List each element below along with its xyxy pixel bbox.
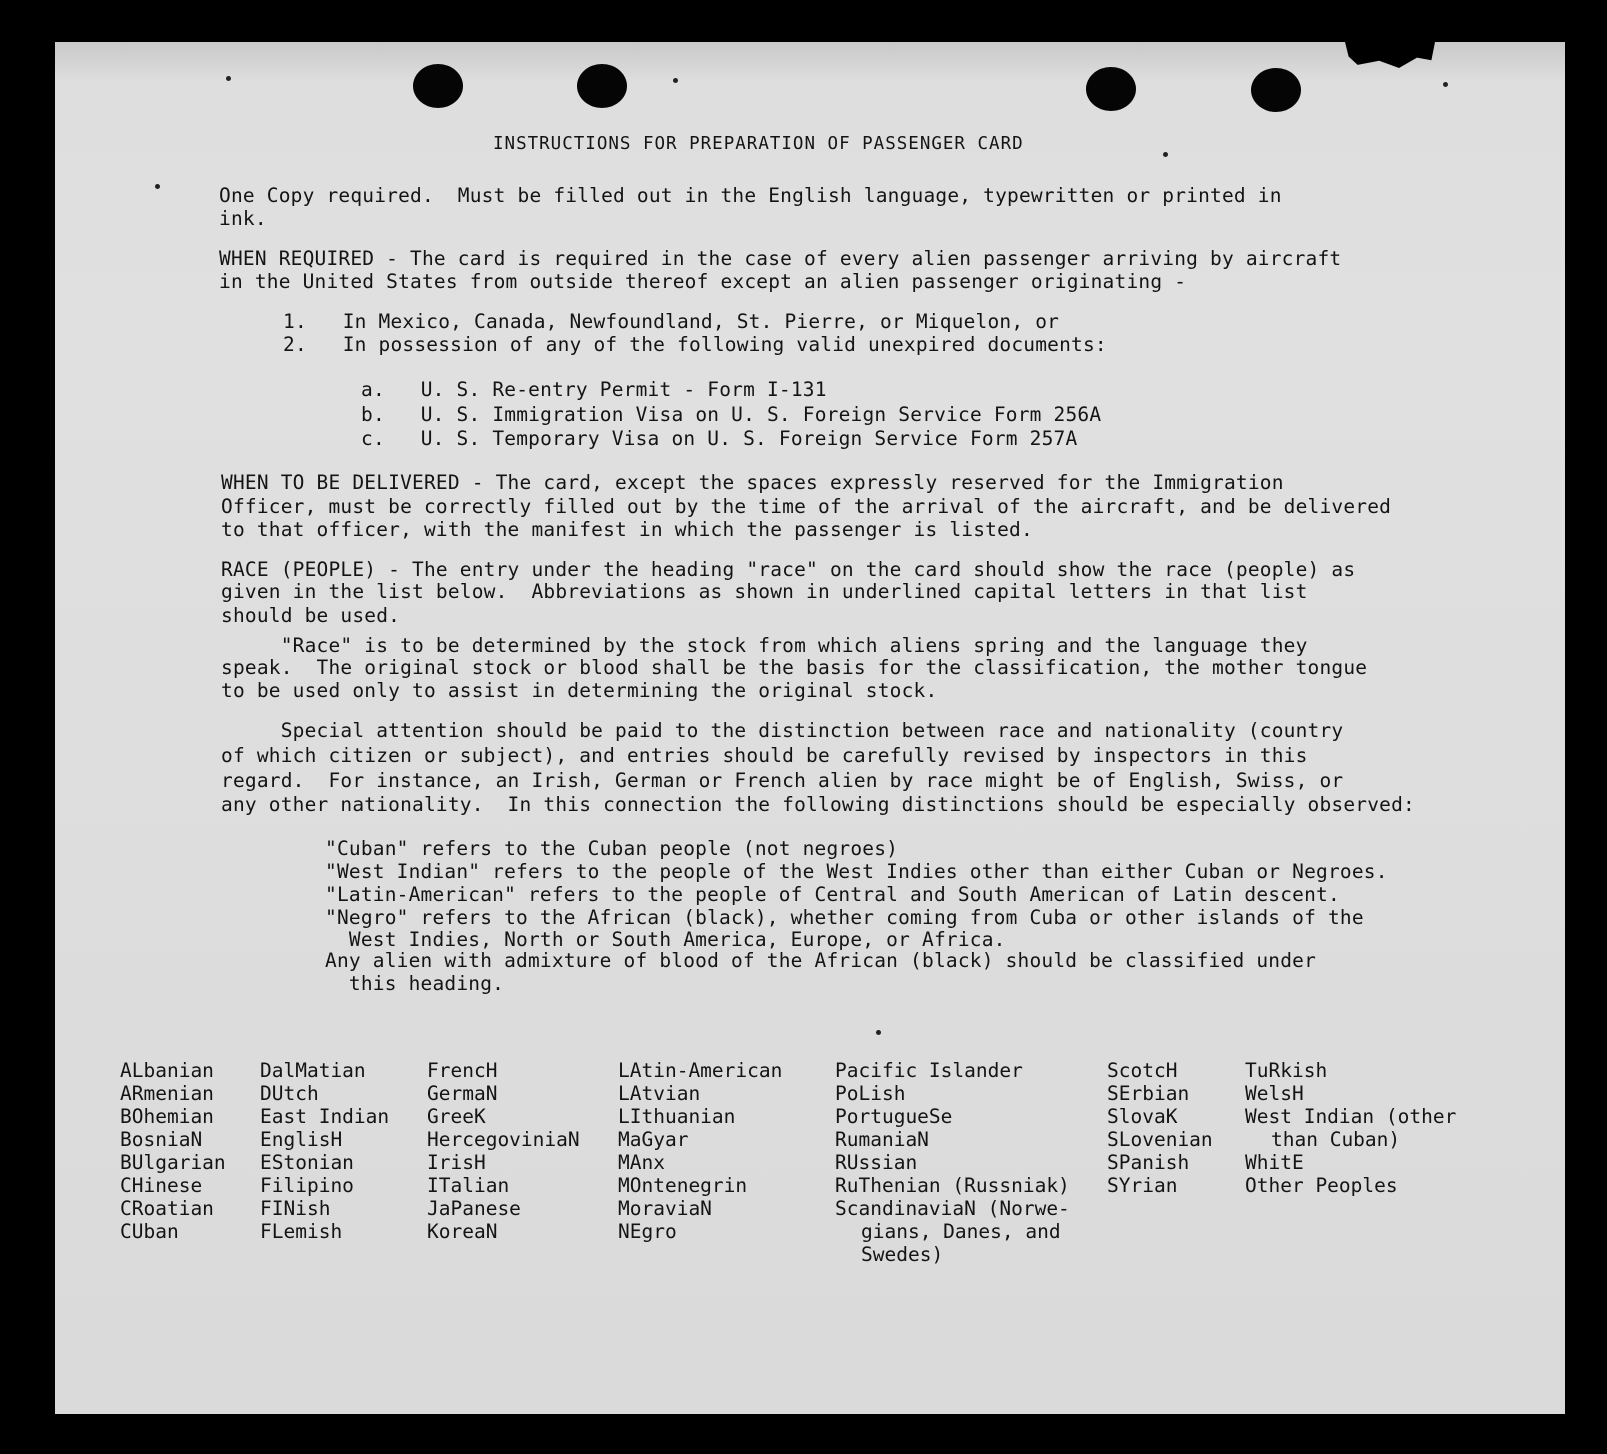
race-entry: CRoatian xyxy=(120,1197,214,1220)
distinction-line: West Indies, North or South America, Europe, or Africa. xyxy=(325,928,1006,951)
race-entry: RUssian xyxy=(835,1151,918,1174)
race-entry: DalMatian xyxy=(260,1059,366,1082)
race-entry: SlovaK xyxy=(1107,1105,1178,1128)
race-entry: BUlgarian xyxy=(120,1151,226,1174)
race-entry: BOhemian xyxy=(120,1105,214,1128)
when-delivered-line: WHEN TO BE DELIVERED - The card, except the spaces expressly reserved for the Immigration xyxy=(221,471,1284,494)
punch-hole xyxy=(413,64,463,108)
race-entry: CHinese xyxy=(120,1174,203,1197)
distinction-line: "Latin-American" refers to the people of Central and South American of Latin descent. xyxy=(325,883,1340,906)
race-entry: ARmenian xyxy=(120,1082,214,1105)
race-entry: FrencH xyxy=(427,1059,498,1082)
document-item: c. U. S. Temporary Visa on U. S. Foreign Service Form 257A xyxy=(361,427,1078,450)
race-entry: SPanish xyxy=(1107,1151,1190,1174)
page-title: INSTRUCTIONS FOR PREPARATION OF PASSENGER CARD xyxy=(493,134,1024,154)
document-page xyxy=(55,42,1565,1414)
race-entry-continued: gians, Danes, and xyxy=(861,1220,1061,1243)
race-entry: ScandinaviaN (Norwe- xyxy=(835,1197,1070,1220)
race-entry: ScotcH xyxy=(1107,1059,1178,1082)
paper-speck xyxy=(1443,82,1448,87)
race-entry: HercegoviniaN xyxy=(427,1128,580,1151)
race-entry: BosniaN xyxy=(120,1128,203,1151)
race-entry: MOntenegrin xyxy=(618,1174,748,1197)
document-item: a. U. S. Re-entry Permit - Form I-131 xyxy=(361,378,827,401)
distinction-line: this heading. xyxy=(325,972,505,995)
race-entry: GreeK xyxy=(427,1105,486,1128)
punch-hole xyxy=(577,64,627,108)
intro-line: One Copy required. Must be filled out in the English language, typewritten or printed in xyxy=(219,184,1282,207)
paper-speck xyxy=(876,1030,881,1035)
race-entry: PoLish xyxy=(835,1082,906,1105)
when-delivered-line: to that officer, with the manifest in which the passenger is listed. xyxy=(221,518,1033,541)
race-column xyxy=(120,1059,226,1243)
when-required-line: WHEN REQUIRED - The card is required in the case of every alien passenger arriving by aircraft xyxy=(219,247,1342,270)
race-entry: EStonian xyxy=(260,1151,354,1174)
distinction-line: Any alien with admixture of blood of the African (black) should be classified under xyxy=(325,949,1317,972)
when-delivered-line: Officer, must be correctly filled out by the time of the arrival of the aircraft, and be delivered xyxy=(221,495,1392,518)
torn-corner xyxy=(1345,42,1435,68)
race-entry: SErbian xyxy=(1107,1082,1190,1105)
special-attention-line: any other nationality. In this connection the following distinctions should be especially observed: xyxy=(221,793,1415,816)
race-entry: KoreaN xyxy=(427,1220,498,1243)
race-entry: West Indian (other xyxy=(1245,1105,1457,1128)
special-attention-line: Special attention should be paid to the distinction between race and nationality (country xyxy=(221,719,1344,742)
race-entry: CUban xyxy=(120,1220,179,1243)
race-entry: LIthuanian xyxy=(618,1105,736,1128)
race-entry: ITalian xyxy=(427,1174,510,1197)
race-entry: WelsH xyxy=(1245,1082,1304,1105)
race-entry: Other Peoples xyxy=(1245,1174,1398,1197)
race-column xyxy=(1245,1059,1456,1197)
race-entry: LAtin-American xyxy=(618,1059,783,1082)
race-entry: SLovenian xyxy=(1107,1128,1213,1151)
race-entry-continued: than Cuban) xyxy=(1271,1128,1401,1151)
paper-speck xyxy=(226,76,231,81)
race-definition-line: "Race" is to be determined by the stock from which aliens spring and the language they xyxy=(221,634,1308,657)
race-entry-continued: Swedes) xyxy=(861,1243,944,1266)
race-definition-line: speak. The original stock or blood shall be the basis for the classification, the mother tongue xyxy=(221,656,1368,679)
race-entry: GermaN xyxy=(427,1082,498,1105)
race-column xyxy=(835,1059,1070,1266)
race-entry: Pacific Islander xyxy=(835,1059,1023,1082)
race-entry: IrisH xyxy=(427,1151,486,1174)
race-entry: SYrian xyxy=(1107,1174,1178,1197)
distinction-line: "West Indian" refers to the people of the West Indies other than either Cuban or Negroes. xyxy=(325,860,1388,883)
race-definition-line: to be used only to assist in determining the original stock. xyxy=(221,679,938,702)
race-entry: FINish xyxy=(260,1197,331,1220)
document-item: b. U. S. Immigration Visa on U. S. Foreign Service Form 256A xyxy=(361,403,1102,426)
race-entry: ALbanian xyxy=(120,1059,214,1082)
race-people-line: should be used. xyxy=(221,604,401,627)
race-entry: Filipino xyxy=(260,1174,354,1197)
intro-line: ink. xyxy=(219,207,267,230)
origin-item: 1. In Mexico, Canada, Newfoundland, St. Pierre, or Miquelon, or xyxy=(283,310,1060,333)
origin-item: 2. In possession of any of the following valid unexpired documents: xyxy=(283,333,1107,356)
race-entry: EnglisH xyxy=(260,1128,343,1151)
distinction-line: "Negro" refers to the African (black), whether coming from Cuba or other islands of the xyxy=(325,906,1364,929)
race-column xyxy=(1107,1059,1213,1197)
special-attention-line: regard. For instance, an Irish, German or French alien by race might be of English, Swiss, or xyxy=(221,769,1344,792)
punch-hole xyxy=(1251,68,1301,112)
race-entry: East Indian xyxy=(260,1105,390,1128)
paper-speck xyxy=(673,78,678,83)
race-entry: WhitE xyxy=(1245,1151,1304,1174)
race-entry: MAnx xyxy=(618,1151,665,1174)
punch-hole xyxy=(1086,67,1136,111)
race-entry: TuRkish xyxy=(1245,1059,1328,1082)
race-column xyxy=(260,1059,389,1243)
distinction-line: "Cuban" refers to the Cuban people (not negroes) xyxy=(325,837,899,860)
race-column xyxy=(618,1059,782,1243)
race-entry: JaPanese xyxy=(427,1197,521,1220)
race-entry: FLemish xyxy=(260,1220,343,1243)
when-required-line: in the United States from outside thereof except an alien passenger originating - xyxy=(219,270,1187,293)
race-entry: MoraviaN xyxy=(618,1197,712,1220)
race-entry: PortugueSe xyxy=(835,1105,953,1128)
race-entry: NEgro xyxy=(618,1220,677,1243)
special-attention-line: of which citizen or subject), and entries should be carefully revised by inspectors in this xyxy=(221,744,1308,767)
race-entry: RumaniaN xyxy=(835,1128,929,1151)
race-entry: MaGyar xyxy=(618,1128,689,1151)
paper-speck xyxy=(1163,152,1168,157)
paper-speck xyxy=(155,184,160,189)
race-entry: DUtch xyxy=(260,1082,319,1105)
race-people-line: given in the list below. Abbreviations as shown in underlined capital letters in that list xyxy=(221,580,1308,603)
race-column xyxy=(427,1059,580,1243)
race-entry: LAtvian xyxy=(618,1082,701,1105)
race-entry: RuThenian (Russniak) xyxy=(835,1174,1070,1197)
race-people-line: RACE (PEOPLE) - The entry under the heading "race" on the card should show the race (people) as xyxy=(221,558,1356,581)
